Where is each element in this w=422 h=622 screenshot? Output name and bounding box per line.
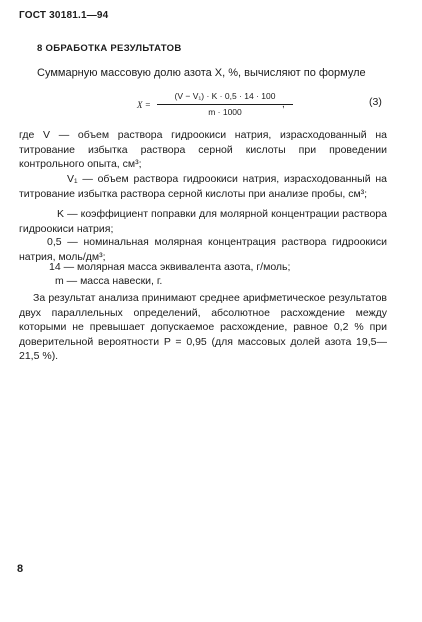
section-title: 8 ОБРАБОТКА РЕЗУЛЬТАТОВ	[37, 43, 182, 54]
definition-concentration: 0,5 — номинальная молярная концентрация раствора гидроокиси натрия, моль/дм³;	[19, 236, 387, 263]
formula-tail: ,	[282, 99, 285, 110]
formula-denominator: m · 1000	[208, 107, 242, 117]
definition-v: где V — объем раствора гидроокиси натрия, израсходованный на титрование избытка раствора серной кислоты при проведении контрольного опыта, см³;	[19, 129, 387, 170]
definition-molar-mass: 14 — молярная масса эквивалента азота, г/моль;	[49, 261, 291, 273]
formula-numerator: (V − V₁) · K · 0,5 · 14 · 100	[174, 91, 276, 101]
definition-v1: V₁ — объем раствора гидроокиси натрия, израсходованный на титрование избытка раствора серной кислоты при анализе пробы, см³;	[19, 173, 387, 200]
formula-number: (3)	[369, 96, 382, 108]
formula-fraction-bar	[157, 104, 293, 105]
formula-3	[137, 91, 407, 123]
document-header: ГОСТ 30181.1—94	[19, 10, 109, 21]
result-paragraph: За результат анализа принимают среднее арифметическое результатов двух параллельных определений, абсолютное расхождение между которыми не превышает допускаемое расхождение, равное 0,2 % при доверительной вероятности P = 0,95 (для массовых долей азота 19,5—21,5 %).	[19, 292, 387, 362]
definition-k: K — коэффициент поправки для молярной концентрации раствора гидроокиси натрия;	[19, 208, 387, 235]
formula-lhs: X =	[137, 100, 151, 110]
page-number: 8	[17, 563, 24, 575]
intro-sentence: Суммарную массовую долю азота X, %, вычисляют по формуле	[37, 67, 366, 79]
definition-mass: m — масса навески, г.	[55, 275, 163, 287]
